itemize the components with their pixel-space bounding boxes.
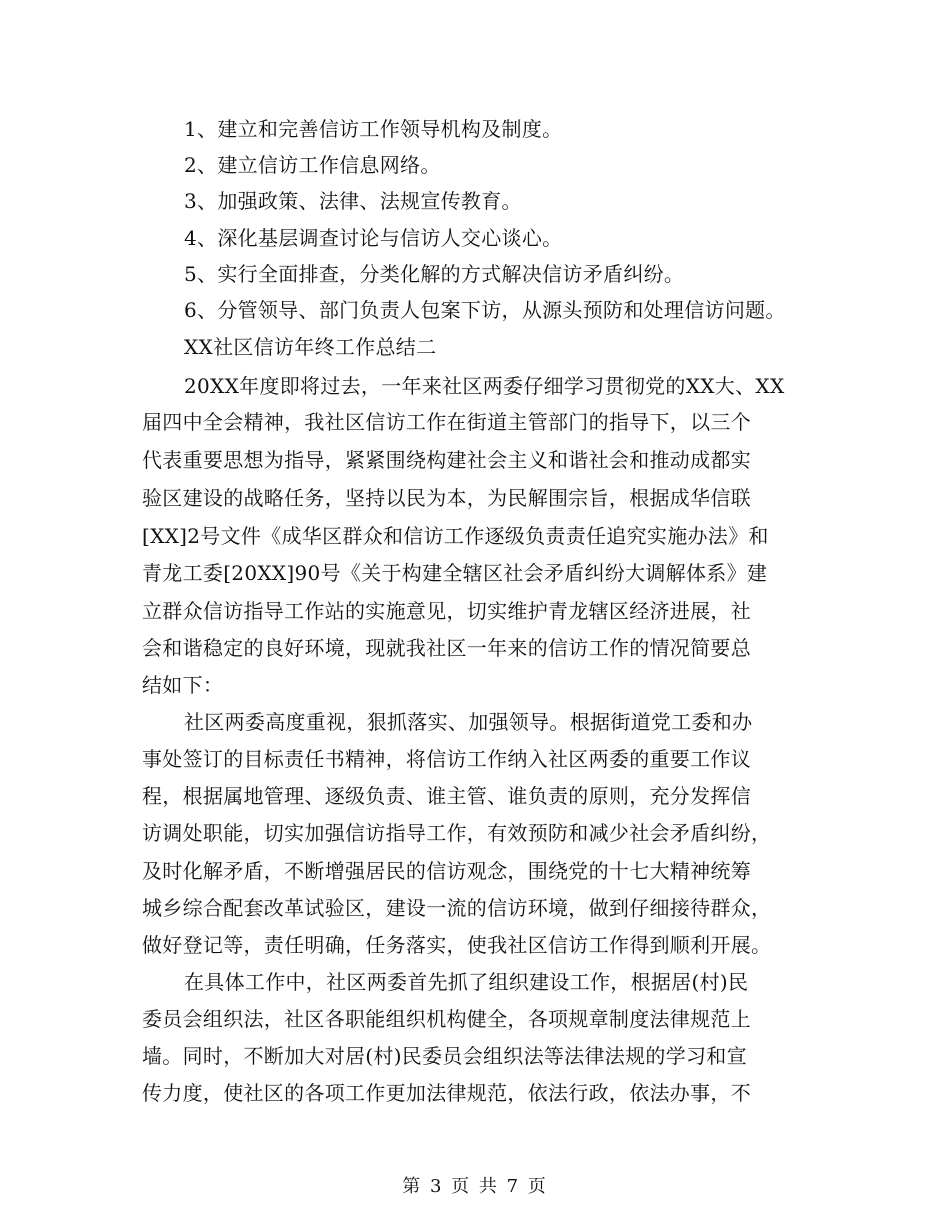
page-number-footer: 第 3 页 共 7 页 <box>402 1176 548 1197</box>
paragraph-1-line-3: 代表重要思想为指导，紧紧围绕构建社会主义和谐社会和推动成都实 <box>142 448 751 472</box>
paragraph-2-line-1: 社区两委高度重视，狠抓落实、加强领导。根据街道党工委和办 <box>184 710 753 734</box>
paragraph-1-line-7: 立群众信访指导工作站的实施意见，切实维护青龙辖区经济进展，社 <box>142 599 751 623</box>
paragraph-1-line-9: 结如下： <box>142 673 224 697</box>
list-item-6: 6、分管领导、部门负责人包案下访，从源头预防和处理信访问题。 <box>184 298 786 322</box>
section-title: XX社区信访年终工作总结二 <box>184 335 437 359</box>
paragraph-3-line-3: 墙。同时，不断加大对居(村)民委员会组织法等法律法规的学习和宣 <box>142 1044 747 1068</box>
paragraph-2-line-7: 做好登记等，责任明确，任务落实，使我社区信访工作得到顺利开展。 <box>142 933 772 957</box>
paragraph-1-line-6: 青龙工委[20XX]90号《关于构建全辖区社会矛盾纠纷大调解体系》建 <box>142 561 768 585</box>
paragraph-1-line-8: 会和谐稳定的良好环境，现就我社区一年来的信访工作的情况简要总 <box>142 636 751 660</box>
list-item-3: 3、加强政策、法律、法规宣传教育。 <box>184 189 522 213</box>
paragraph-2-line-5: 及时化解矛盾，不断增强居民的信访观念，围绕党的十七大精神统筹 <box>142 859 751 883</box>
paragraph-3-line-2: 委员会组织法，社区各职能组织机构健全，各项规章制度法律规范上 <box>142 1007 751 1031</box>
paragraph-2-line-2: 事处签订的目标责任书精神，将信访工作纳入社区两委的重要工作议 <box>142 747 751 771</box>
list-item-5: 5、实行全面排查，分类化解的方式解决信访矛盾纠纷。 <box>184 262 685 286</box>
list-item-1: 1、建立和完善信访工作领导机构及制度。 <box>184 117 563 141</box>
paragraph-1-line-5: [XX]2号文件《成华区群众和信访工作逐级负责责任追究实施办法》和 <box>142 524 769 548</box>
paragraph-3-line-1: 在具体工作中，社区两委首先抓了组织建设工作，根据居(村)民 <box>184 970 749 994</box>
paragraph-1-line-1: 20XX年度即将过去，一年来社区两委仔细学习贯彻党的XX大、XX <box>184 374 785 398</box>
paragraph-3-line-4: 传力度，使社区的各项工作更加法律规范，依法行政，依法办事，不 <box>142 1081 751 1105</box>
list-item-4: 4、深化基层调查讨论与信访人交心谈心。 <box>184 226 563 250</box>
list-item-2: 2、建立信访工作信息网络。 <box>184 153 441 177</box>
paragraph-2-line-6: 城乡综合配套改革试验区，建设一流的信访环境，做到仔细接待群众， <box>142 896 772 920</box>
paragraph-2-line-3: 程，根据属地管理、逐级负责、谁主管、谁负责的原则，充分发挥信 <box>142 784 751 808</box>
paragraph-1-line-2: 届四中全会精神，我社区信访工作在街道主管部门的指导下，以三个 <box>142 410 751 434</box>
paragraph-1-line-4: 验区建设的战略任务，坚持以民为本，为民解围宗旨，根据成华信联 <box>142 486 751 510</box>
paragraph-2-line-4: 访调处职能，切实加强信访指导工作，有效预防和减少社会矛盾纠纷， <box>142 821 772 845</box>
